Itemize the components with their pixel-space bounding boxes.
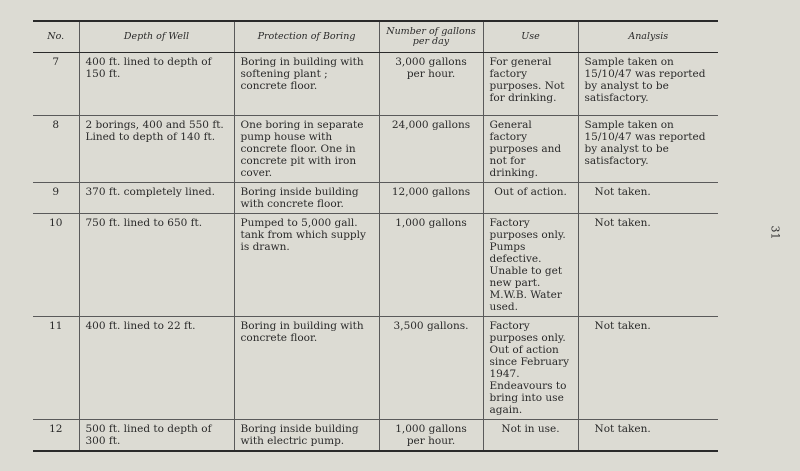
header-analysis: Analysis	[578, 21, 718, 53]
table-row	[33, 420, 718, 452]
page-number: 31	[768, 225, 782, 240]
cell-protection: One boring in separate pump house with concrete floor. One in concrete pit with iron cover.	[234, 116, 379, 183]
cell-use: General factory purposes and not for drinking.	[483, 116, 578, 183]
table-row	[33, 317, 718, 420]
cell-analysis: Not taken.	[578, 214, 718, 317]
cell-protection: Boring inside building with concrete floor.	[234, 183, 379, 214]
cell-analysis: Not taken.	[578, 183, 718, 214]
table-row	[33, 214, 718, 317]
cell-use: For general factory purposes. Not for drinking.	[483, 53, 578, 116]
cell-no: 9	[33, 183, 79, 214]
cell-depth: 400 ft. lined to 22 ft.	[79, 317, 234, 420]
wells-table	[33, 20, 718, 452]
cell-no: 10	[33, 214, 79, 317]
table-row	[33, 116, 718, 183]
cell-gallons: 1,000 gallons per hour.	[379, 420, 483, 452]
header-protection: Protection of Boring	[234, 21, 379, 53]
cell-gallons: 24,000 gallons	[379, 116, 483, 183]
cell-no: 7	[33, 53, 79, 116]
header-no: No.	[33, 21, 79, 53]
cell-gallons: 3,000 gallons per hour.	[379, 53, 483, 116]
cell-gallons: 1,000 gallons	[379, 214, 483, 317]
cell-no: 8	[33, 116, 79, 183]
cell-depth: 400 ft. lined to depth of 150 ft.	[79, 53, 234, 116]
header-use: Use	[483, 21, 578, 53]
cell-depth: 370 ft. completely lined.	[79, 183, 234, 214]
cell-use: Out of action.	[483, 183, 578, 214]
cell-analysis: Sample taken on 15/10/47 was reported by analyst to be satisfactory.	[578, 53, 718, 116]
cell-depth: 750 ft. lined to 650 ft.	[79, 214, 234, 317]
header-depth: Depth of Well	[79, 21, 234, 53]
header-row	[33, 21, 718, 53]
table-row	[33, 53, 718, 116]
cell-analysis: Not taken.	[578, 317, 718, 420]
cell-use: Factory purposes only. Out of action since February 1947. Endeavours to bring into use again.	[483, 317, 578, 420]
cell-analysis: Not taken.	[578, 420, 718, 452]
cell-gallons: 3,500 gallons.	[379, 317, 483, 420]
table-row	[33, 183, 718, 214]
cell-no: 11	[33, 317, 79, 420]
cell-use: Not in use.	[483, 420, 578, 452]
cell-protection: Boring inside building with electric pump.	[234, 420, 379, 452]
header-gallons: Number of gallons per day	[379, 21, 483, 53]
cell-no: 12	[33, 420, 79, 452]
cell-analysis: Sample taken on 15/10/47 was reported by analyst to be satisfactory.	[578, 116, 718, 183]
cell-depth: 500 ft. lined to depth of 300 ft.	[79, 420, 234, 452]
cell-use: Factory purposes only. Pumps defective. Unable to get new part. M.W.B. Water used.	[483, 214, 578, 317]
cell-protection: Boring in building with concrete floor.	[234, 317, 379, 420]
cell-protection: Boring in building with softening plant ; concrete floor.	[234, 53, 379, 116]
cell-gallons: 12,000 gallons	[379, 183, 483, 214]
cell-depth: 2 borings, 400 and 550 ft. Lined to depth of 140 ft.	[79, 116, 234, 183]
cell-protection: Pumped to 5,000 gall. tank from which supply is drawn.	[234, 214, 379, 317]
